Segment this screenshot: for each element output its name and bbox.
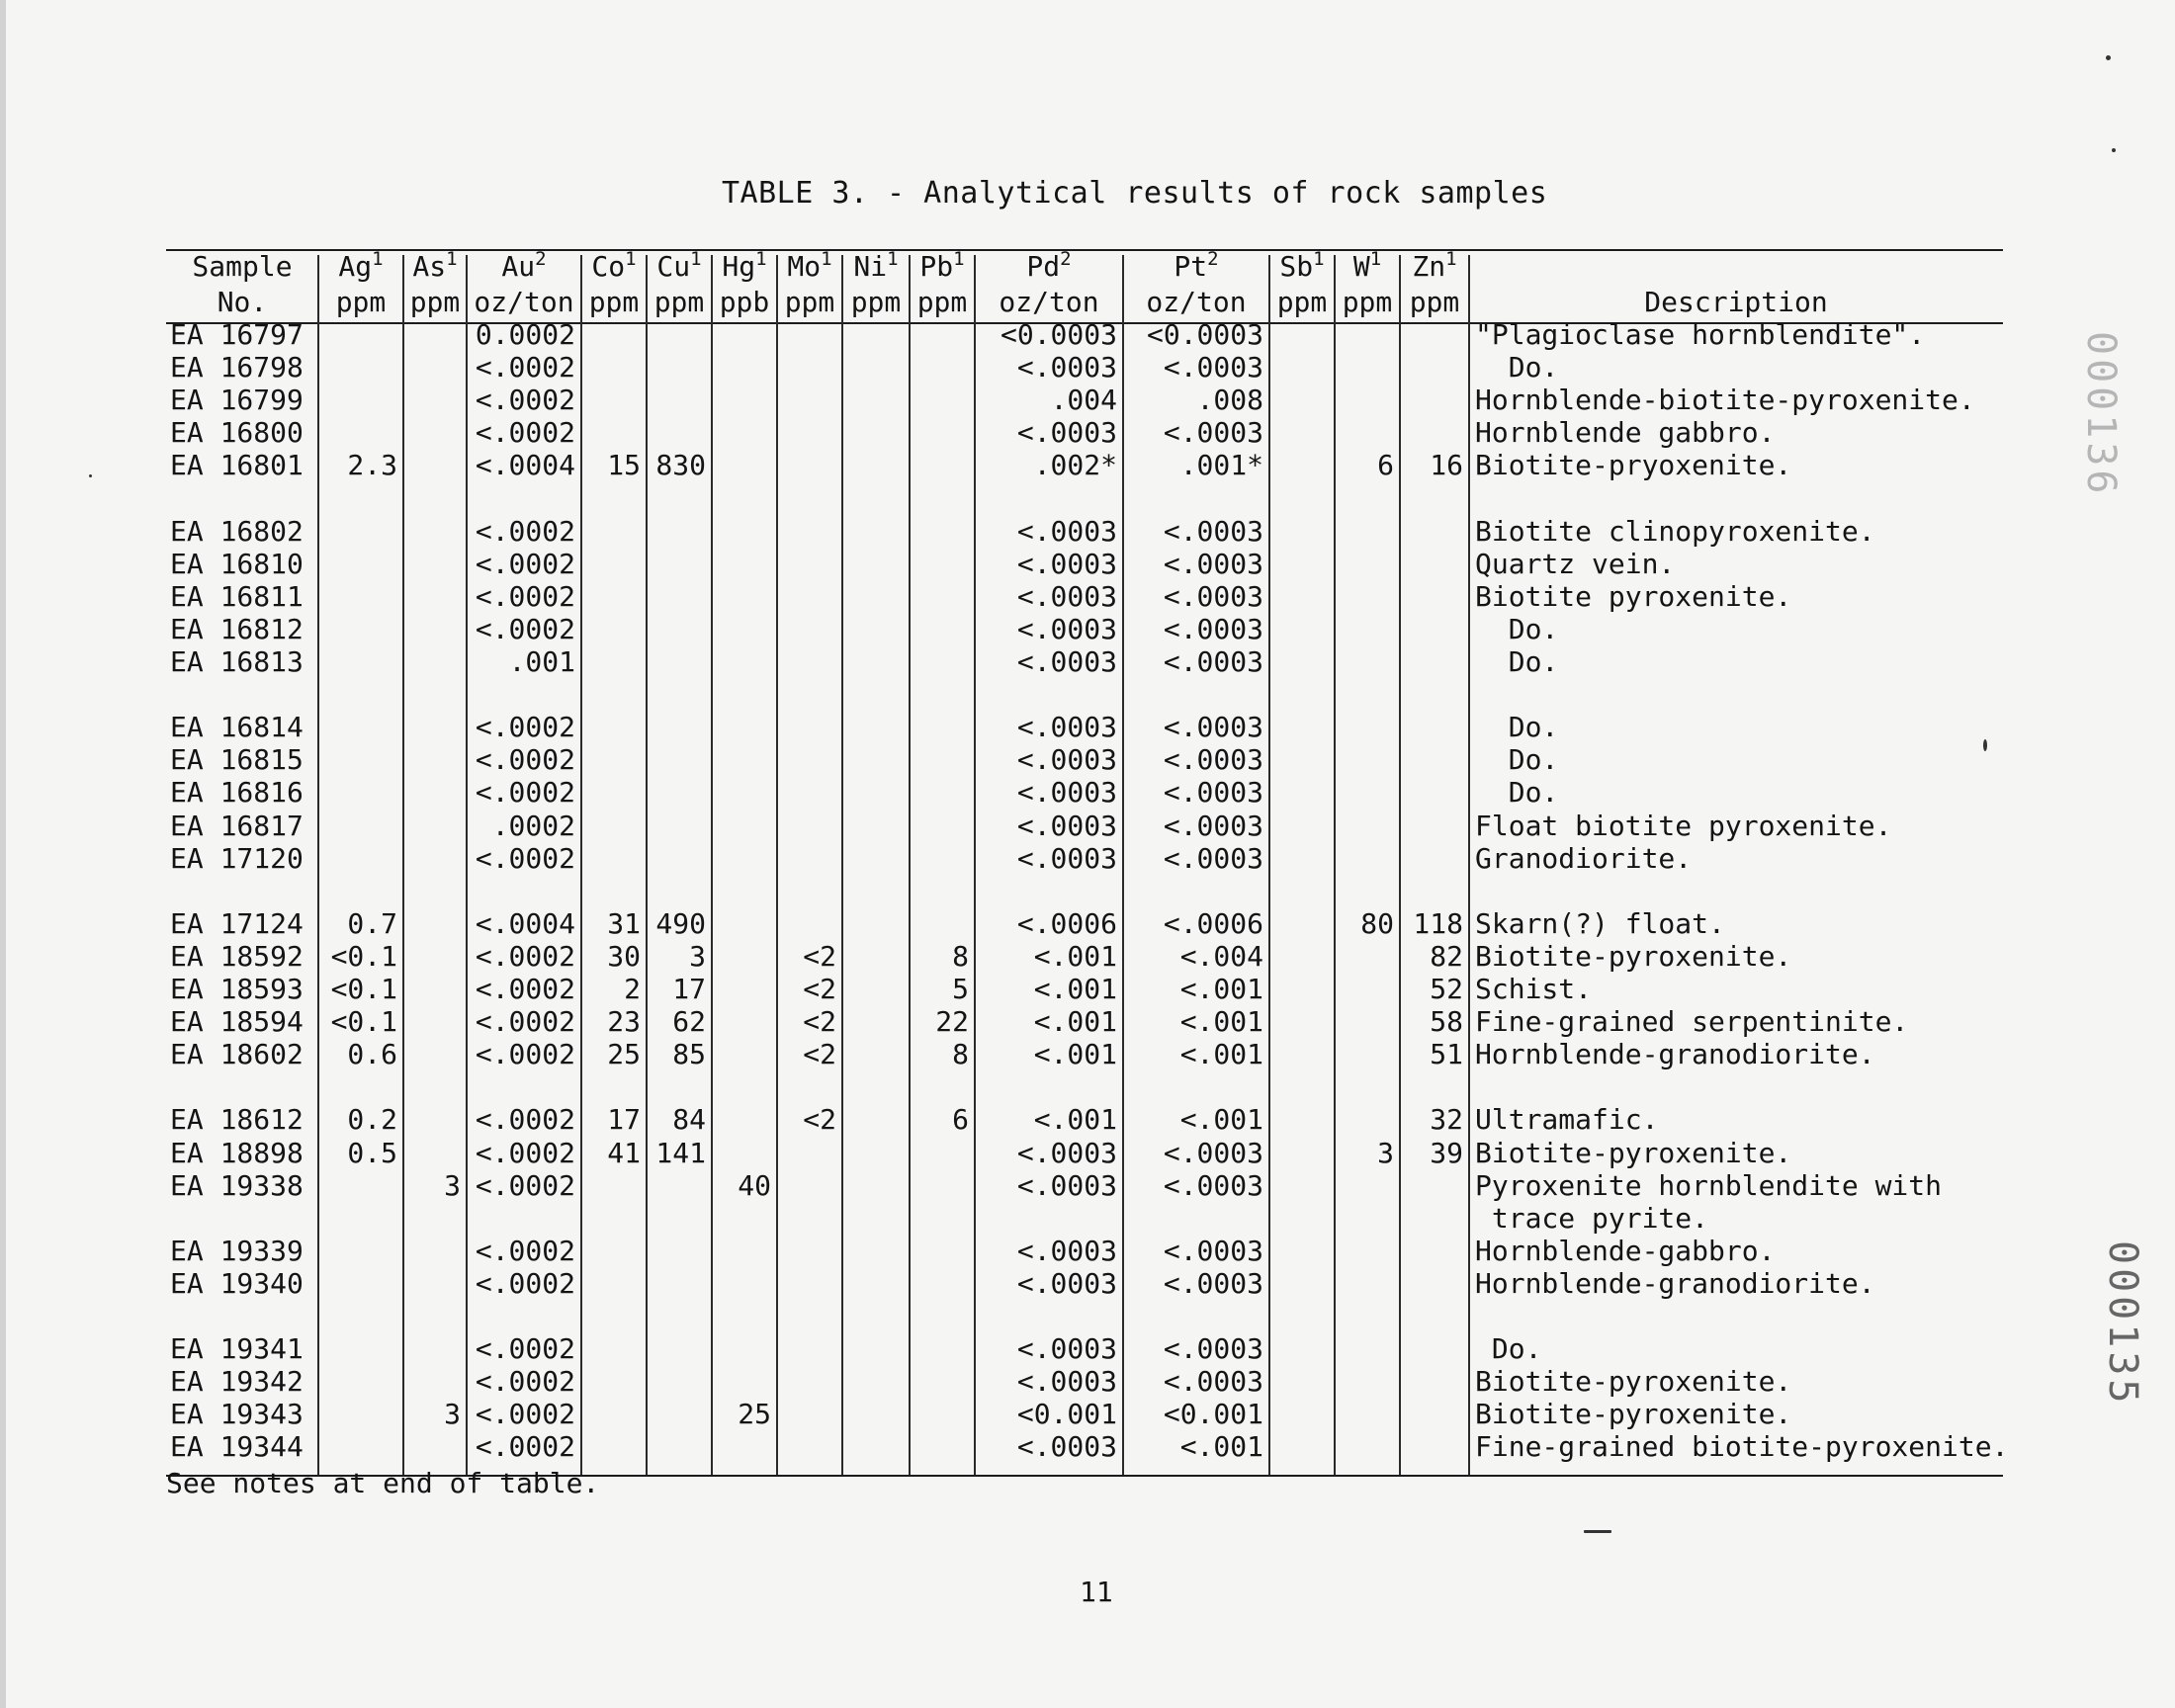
column-header-note-marker: 2: [1207, 248, 1219, 270]
value-cell-pd: <.0003: [1016, 416, 1117, 450]
value-cell-w: 3: [1377, 1136, 1394, 1169]
description-cell: Biotite-pyroxenite.: [1475, 1398, 1792, 1431]
sample-id-cell: EA 18898: [170, 1136, 304, 1169]
value-cell-au: <.0002: [475, 1005, 575, 1039]
value-cell-pd: <0.0003: [1000, 318, 1117, 351]
column-header-unit-sb: ppm: [1276, 286, 1328, 318]
sample-id-cell: EA 16812: [170, 612, 304, 645]
description-cell: Biotite clinopyroxenite.: [1475, 514, 1875, 548]
value-cell-pt: <.0003: [1163, 416, 1263, 450]
value-cell-au: <.0002: [475, 612, 575, 645]
value-cell-cu: 3: [689, 939, 706, 973]
value-cell-pb: 5: [952, 973, 969, 1005]
value-cell-pt: <.0003: [1163, 809, 1263, 842]
value-cell-pt: <.0003: [1163, 351, 1263, 384]
value-cell-pd: <.0003: [1016, 1266, 1117, 1300]
value-cell-pt: <.0003: [1163, 1168, 1263, 1202]
description-cell: Skarn(?) float.: [1475, 906, 1725, 940]
column-header-note-marker: 1: [446, 248, 458, 270]
value-cell-pt: <0.001: [1163, 1398, 1263, 1431]
column-divider: [317, 255, 319, 1475]
value-cell-co: 15: [607, 449, 641, 482]
value-cell-pd: .002*: [1033, 449, 1117, 482]
column-header-label: Hg: [722, 250, 756, 283]
value-cell-pd: <.0003: [1016, 1234, 1117, 1267]
value-cell-au: .0002: [491, 809, 575, 842]
value-cell-au: <.0002: [475, 939, 575, 973]
value-cell-au: <.0002: [475, 973, 575, 1005]
sample-id-cell: EA 18612: [170, 1103, 304, 1137]
value-cell-pd: <.0003: [1016, 645, 1117, 678]
column-header-label: Pd: [1026, 250, 1061, 283]
column-divider: [1399, 255, 1401, 1475]
sample-id-cell: EA 16799: [170, 384, 304, 417]
value-cell-pt: <.001: [1179, 1103, 1263, 1137]
column-header-unit-cu: ppm: [653, 286, 705, 318]
table-title: TABLE 3. - Analytical results of rock samples: [722, 176, 1548, 211]
column-header-unit-zn: ppm: [1409, 286, 1460, 318]
column-header-hg: [712, 248, 777, 283]
value-cell-au: <.0002: [475, 416, 575, 450]
description-cell: Biotite-pyroxenite.: [1475, 939, 1792, 973]
paper-speck: [2112, 148, 2116, 152]
table-footnote: See notes at end of table.: [166, 1467, 600, 1499]
description-cell: Biotite-pryoxenite.: [1475, 449, 1792, 482]
value-cell-zn: 58: [1430, 1005, 1463, 1039]
description-cell: "Plagioclase hornblendite".: [1475, 318, 1926, 351]
column-header-label: Mo: [787, 250, 822, 283]
value-cell-cu: 62: [672, 1005, 706, 1039]
value-cell-pd: <.001: [1033, 939, 1117, 973]
value-cell-pt: <0.0003: [1146, 318, 1263, 351]
value-cell-cu: 17: [672, 973, 706, 1005]
column-header-label: Ni: [853, 250, 888, 283]
value-cell-pd: <.0003: [1016, 579, 1117, 613]
sample-id-cell: EA 18602: [170, 1038, 304, 1071]
column-header-unit-pd: oz/ton: [999, 286, 1099, 318]
sample-id-cell: EA 16800: [170, 416, 304, 450]
sample-id-cell: EA 17120: [170, 841, 304, 875]
value-cell-pd: <.0003: [1016, 809, 1117, 842]
value-cell-w: 80: [1360, 906, 1394, 940]
column-header-note-marker: 2: [535, 248, 547, 270]
column-header-zn: [1400, 248, 1469, 283]
value-cell-au: <.0002: [475, 1136, 575, 1169]
description-cell: Quartz vein.: [1475, 547, 1676, 580]
column-header-label: Au: [501, 250, 536, 283]
sample-id-cell: EA 18593: [170, 973, 304, 1005]
sample-id-cell: EA 16810: [170, 547, 304, 580]
value-cell-zn: 39: [1430, 1136, 1463, 1169]
value-cell-pd: <.0003: [1016, 514, 1117, 548]
column-header-label: Pb: [919, 250, 954, 283]
value-cell-pd: <.0003: [1016, 1430, 1117, 1464]
value-cell-au: <.0004: [475, 906, 575, 940]
description-cell: Do.: [1475, 743, 1559, 777]
description-cell: Granodiorite.: [1475, 841, 1693, 875]
description-cell: Biotite-pyroxenite.: [1475, 1136, 1792, 1169]
value-cell-pt: <.0003: [1163, 612, 1263, 645]
description-cell: Pyroxenite hornblendite with: [1475, 1168, 1943, 1202]
value-cell-zn: 118: [1413, 906, 1463, 940]
description-cell: Schist.: [1475, 973, 1593, 1005]
value-cell-pt: <.0003: [1163, 645, 1263, 678]
value-cell-ag: 2.3: [347, 449, 397, 482]
column-divider: [776, 255, 778, 1475]
value-cell-co: 17: [607, 1103, 641, 1137]
value-cell-co: 30: [607, 939, 641, 973]
sample-id-cell: EA 16816: [170, 776, 304, 810]
column-header-note-marker: 1: [755, 248, 767, 270]
column-divider: [1268, 255, 1270, 1475]
value-cell-pt: <.0003: [1163, 1365, 1263, 1399]
value-cell-pd: <.0003: [1016, 1168, 1117, 1202]
column-divider: [711, 255, 713, 1475]
value-cell-pd: <.0003: [1016, 841, 1117, 875]
value-cell-pd: .004: [1050, 384, 1117, 417]
value-cell-au: <.0002: [475, 1266, 575, 1300]
paper-speck: [1983, 739, 1987, 751]
value-cell-pd: <.0003: [1016, 612, 1117, 645]
column-header-label: Ag: [338, 250, 373, 283]
value-cell-pt: <.004: [1179, 939, 1263, 973]
value-cell-pd: <.0003: [1016, 1365, 1117, 1399]
description-cell: Biotite pyroxenite.: [1475, 579, 1792, 613]
value-cell-ag: <0.1: [330, 1005, 397, 1039]
value-cell-pd: <.001: [1033, 973, 1117, 1005]
value-cell-co: 41: [607, 1136, 641, 1169]
column-divider: [1334, 255, 1336, 1475]
value-cell-au: <.0002: [475, 514, 575, 548]
column-divider: [841, 255, 843, 1475]
column-header-unit-as: ppm: [409, 286, 461, 318]
value-cell-as: 3: [444, 1398, 461, 1431]
column-header-unit-desc: Description: [1644, 286, 1828, 318]
value-cell-mo: <2: [803, 973, 836, 1005]
value-cell-zn: 32: [1430, 1103, 1463, 1137]
value-cell-pd: <.0003: [1016, 1136, 1117, 1169]
column-header-co: [581, 248, 647, 283]
value-cell-au: <.0002: [475, 547, 575, 580]
value-cell-pb: 8: [952, 939, 969, 973]
value-cell-pt: <.0003: [1163, 514, 1263, 548]
value-cell-pd: <.0003: [1016, 547, 1117, 580]
value-cell-pt: <.0003: [1163, 1266, 1263, 1300]
value-cell-pt: <.0003: [1163, 1234, 1263, 1267]
description-cell: Fine-grained biotite-pyroxenite.: [1475, 1430, 2009, 1464]
value-cell-au: <.0002: [475, 1398, 575, 1431]
column-header-sample: [166, 251, 318, 283]
column-header-note-marker: 1: [953, 248, 965, 270]
description-cell: Hornblende gabbro.: [1475, 416, 1776, 450]
column-header-note-marker: 1: [1445, 248, 1457, 270]
value-cell-ag: <0.1: [330, 973, 397, 1005]
value-cell-au: <.0002: [475, 841, 575, 875]
value-cell-ag: 0.7: [347, 906, 397, 940]
value-cell-pt: <.001: [1179, 1038, 1263, 1071]
value-cell-pb: 6: [952, 1103, 969, 1137]
value-cell-mo: <2: [803, 1038, 836, 1071]
value-cell-pt: <.0003: [1163, 776, 1263, 810]
column-header-label: Sb: [1279, 250, 1314, 283]
value-cell-ag: 0.2: [347, 1103, 397, 1137]
value-cell-au: <.0002: [475, 1038, 575, 1071]
column-header-unit-mo: ppm: [784, 286, 835, 318]
value-cell-co: 23: [607, 1005, 641, 1039]
value-cell-au: <.0002: [475, 711, 575, 744]
value-cell-co: 25: [607, 1038, 641, 1071]
sample-id-cell: EA 16813: [170, 645, 304, 678]
sample-id-cell: EA 16811: [170, 579, 304, 613]
value-cell-zn: 16: [1430, 449, 1463, 482]
column-divider: [909, 255, 911, 1475]
value-cell-co: 2: [624, 973, 641, 1005]
sample-id-cell: EA 16815: [170, 743, 304, 777]
column-header-unit-ni: ppm: [850, 286, 902, 318]
description-cell: Hornblende-granodiorite.: [1475, 1038, 1875, 1071]
sample-id-cell: EA 19344: [170, 1430, 304, 1464]
column-header-as: [403, 248, 467, 283]
sample-id-cell: EA 19339: [170, 1234, 304, 1267]
column-header-note-marker: 1: [625, 248, 637, 270]
value-cell-pt: .008: [1196, 384, 1263, 417]
sample-id-cell: EA 16814: [170, 711, 304, 744]
sample-id-cell: EA 19342: [170, 1365, 304, 1399]
column-header-unit-pt: oz/ton: [1146, 286, 1247, 318]
column-header-label: Co: [591, 250, 626, 283]
column-header-unit-w: ppm: [1342, 286, 1393, 318]
value-cell-pt: <.0003: [1163, 579, 1263, 613]
value-cell-pd: <.0006: [1016, 906, 1117, 940]
column-header-note-marker: 1: [1313, 248, 1325, 270]
value-cell-pd: <.001: [1033, 1103, 1117, 1137]
value-cell-cu: 85: [672, 1038, 706, 1071]
value-cell-au: <.0002: [475, 1103, 575, 1137]
value-cell-pt: <.0006: [1163, 906, 1263, 940]
column-header-unit-ag: ppm: [335, 286, 387, 318]
column-header-pd: [975, 248, 1123, 283]
description-cell: Hornblende-biotite-pyroxenite.: [1475, 384, 1975, 417]
value-cell-pd: <.0003: [1016, 776, 1117, 810]
value-cell-pt: <.0003: [1163, 1332, 1263, 1366]
value-cell-pd: <.0003: [1016, 1332, 1117, 1366]
paper-speck: [2106, 55, 2111, 60]
column-header-au: [467, 248, 581, 283]
column-divider: [580, 255, 582, 1475]
value-cell-ag: <0.1: [330, 939, 397, 973]
description-cell: Do.: [1475, 1332, 1542, 1366]
value-cell-pt: <.0003: [1163, 711, 1263, 744]
sample-id-cell: EA 18592: [170, 939, 304, 973]
value-cell-pt: <.001: [1179, 1005, 1263, 1039]
value-cell-pd: <.001: [1033, 1038, 1117, 1071]
column-header-pb: [910, 248, 975, 283]
description-cell: trace pyrite.: [1475, 1201, 1709, 1235]
column-header-note-marker: 1: [372, 248, 384, 270]
sample-id-cell: EA 19343: [170, 1398, 304, 1431]
value-cell-pt: <.0003: [1163, 743, 1263, 777]
description-cell: Do.: [1475, 776, 1559, 810]
sample-id-cell: EA 19341: [170, 1332, 304, 1366]
value-cell-au: <.0002: [475, 1168, 575, 1202]
sample-id-cell: EA 19338: [170, 1168, 304, 1202]
column-header-ni: [842, 248, 910, 283]
value-cell-cu: 830: [655, 449, 706, 482]
description-cell: Do.: [1475, 645, 1559, 678]
column-header-unit-au: oz/ton: [474, 286, 574, 318]
value-cell-pb: 22: [935, 1005, 969, 1039]
archive-stamp-top: 000136: [2078, 331, 2124, 498]
column-header-note-marker: 1: [887, 248, 899, 270]
column-divider: [1468, 255, 1470, 1475]
value-cell-pt: <.0003: [1163, 841, 1263, 875]
value-cell-pb: 8: [952, 1038, 969, 1071]
column-header-label: W: [1352, 250, 1370, 283]
column-header-label: Cu: [656, 250, 691, 283]
sample-id-cell: EA 19340: [170, 1266, 304, 1300]
column-header-cu: [647, 248, 712, 283]
value-cell-au: <.0002: [475, 351, 575, 384]
column-header-mo: [777, 248, 842, 283]
paper-speck: [1584, 1530, 1611, 1533]
value-cell-zn: 82: [1430, 939, 1463, 973]
value-cell-au: <.0002: [475, 1365, 575, 1399]
value-cell-pd: <.0003: [1016, 743, 1117, 777]
description-cell: Float biotite pyroxenite.: [1475, 809, 1892, 842]
value-cell-ag: 0.6: [347, 1038, 397, 1071]
value-cell-hg: 40: [738, 1168, 771, 1202]
paper-speck: [89, 474, 92, 477]
column-header-w: [1335, 248, 1400, 283]
description-cell: Do.: [1475, 351, 1559, 384]
value-cell-pt: <.0003: [1163, 1136, 1263, 1169]
column-divider: [646, 255, 648, 1475]
value-cell-as: 3: [444, 1168, 461, 1202]
value-cell-zn: 51: [1430, 1038, 1463, 1071]
value-cell-zn: 52: [1430, 973, 1463, 1005]
value-cell-cu: 84: [672, 1103, 706, 1137]
sample-id-cell: EA 18594: [170, 1005, 304, 1039]
value-cell-mo: <2: [803, 1103, 836, 1137]
value-cell-au: <.0002: [475, 1430, 575, 1464]
description-cell: Biotite-pyroxenite.: [1475, 1365, 1792, 1399]
description-cell: Fine-grained serpentinite.: [1475, 1005, 1909, 1039]
column-header-pt: [1123, 248, 1269, 283]
value-cell-au: <.0002: [475, 1332, 575, 1366]
value-cell-w: 6: [1377, 449, 1394, 482]
column-header-unit-hg: ppb: [719, 286, 770, 318]
value-cell-au: <.0002: [475, 776, 575, 810]
value-cell-ag: 0.5: [347, 1136, 397, 1169]
archive-stamp-bottom: 000135: [2100, 1240, 2145, 1408]
value-cell-au: .001: [508, 645, 575, 678]
sample-id-cell: EA 16798: [170, 351, 304, 384]
sample-id-cell: EA 16801: [170, 449, 304, 482]
column-header-label: Sample: [192, 250, 293, 283]
column-header-note-marker: 1: [821, 248, 832, 270]
value-cell-pt: <.0003: [1163, 547, 1263, 580]
description-cell: Do.: [1475, 612, 1559, 645]
description-cell: Do.: [1475, 711, 1559, 744]
column-header-label: As: [412, 250, 447, 283]
value-cell-au: 0.0002: [475, 318, 575, 351]
value-cell-au: <.0004: [475, 449, 575, 482]
value-cell-au: <.0002: [475, 743, 575, 777]
column-header-sb: [1269, 248, 1335, 283]
sample-id-cell: EA 16817: [170, 809, 304, 842]
value-cell-cu: 490: [655, 906, 706, 940]
column-divider: [402, 255, 404, 1475]
description-cell: Hornblende-gabbro.: [1475, 1234, 1776, 1267]
value-cell-au: <.0002: [475, 384, 575, 417]
description-cell: Hornblende-granodiorite.: [1475, 1266, 1875, 1300]
value-cell-pt: <.001: [1179, 1430, 1263, 1464]
value-cell-au: <.0002: [475, 579, 575, 613]
value-cell-pd: <.001: [1033, 1005, 1117, 1039]
value-cell-co: 31: [607, 906, 641, 940]
value-cell-cu: 141: [655, 1136, 706, 1169]
sample-id-cell: EA 16802: [170, 514, 304, 548]
value-cell-pd: <0.001: [1016, 1398, 1117, 1431]
column-header-ag: [318, 248, 403, 283]
value-cell-pd: <.0003: [1016, 351, 1117, 384]
description-cell: Ultramafic.: [1475, 1103, 1659, 1137]
column-header-unit-co: ppm: [588, 286, 640, 318]
value-cell-pt: .001*: [1179, 449, 1263, 482]
column-header-note-marker: 2: [1060, 248, 1072, 270]
page-number: 11: [1080, 1576, 1113, 1608]
sample-id-cell: EA 16797: [170, 318, 304, 351]
column-header-note-marker: 1: [1369, 248, 1382, 270]
value-cell-pd: <.0003: [1016, 711, 1117, 744]
column-header-label: Pt: [1174, 250, 1208, 283]
column-header-unit-pb: ppm: [916, 286, 968, 318]
value-cell-mo: <2: [803, 939, 836, 973]
sample-id-cell: EA 17124: [170, 906, 304, 940]
value-cell-mo: <2: [803, 1005, 836, 1039]
value-cell-hg: 25: [738, 1398, 771, 1431]
value-cell-au: <.0002: [475, 1234, 575, 1267]
column-header-unit-sample: No.: [217, 286, 268, 318]
column-header-note-marker: 1: [690, 248, 702, 270]
column-header-label: Zn: [1412, 250, 1446, 283]
value-cell-pt: <.001: [1179, 973, 1263, 1005]
